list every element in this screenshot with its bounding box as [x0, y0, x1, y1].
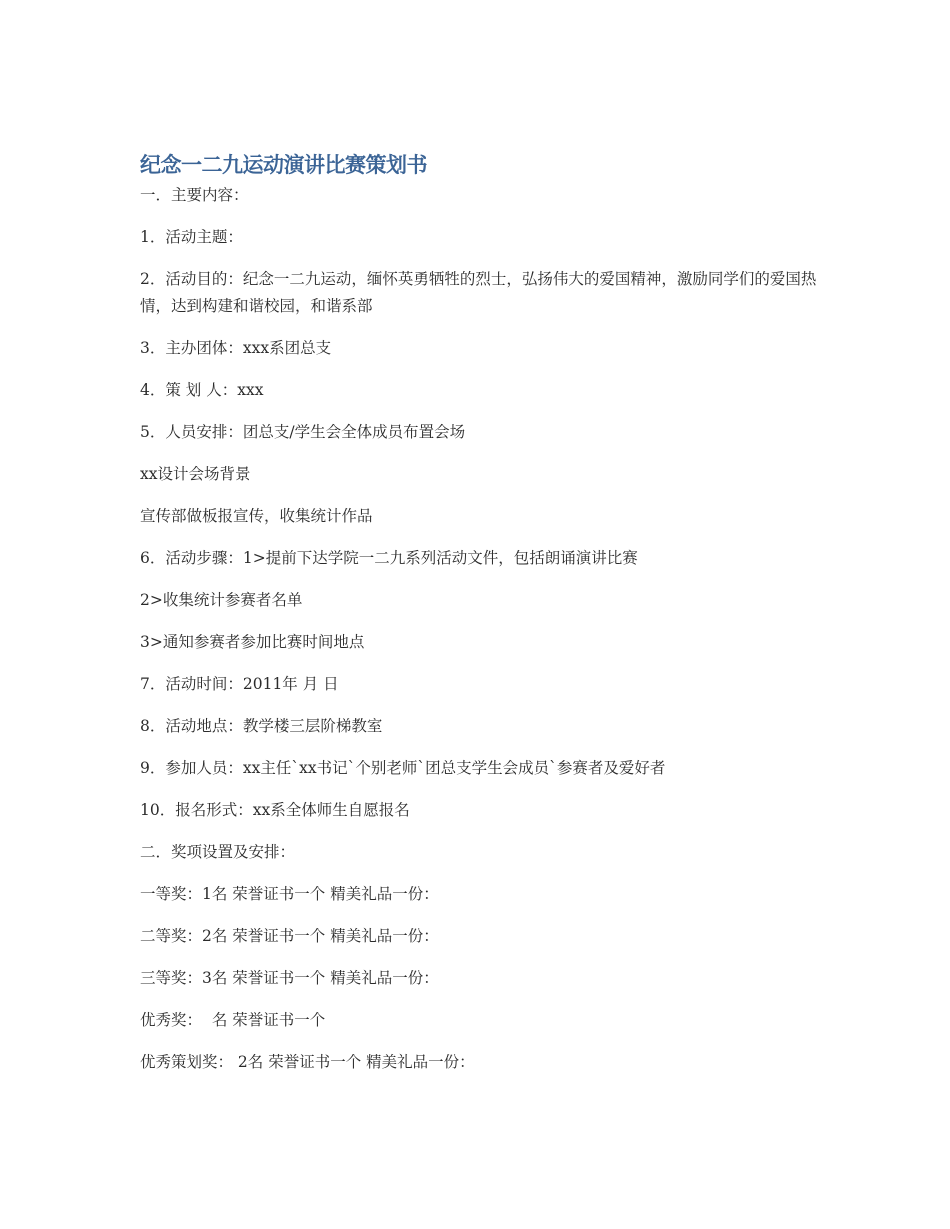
- paragraph-step-3: 3>通知参赛者参加比赛时间地点: [140, 633, 365, 651]
- paragraph-third-prize: 三等奖：3名 荣誉证书一个 精美礼品一份：: [140, 969, 439, 987]
- paragraph-planner: 4．策 划 人：xxx: [140, 381, 264, 399]
- document-page: [140, 148, 820, 1091]
- paragraph-staffing: 5．人员安排：团总支/学生会全体成员布置会场: [140, 423, 466, 441]
- paragraph-excellence-prize: 优秀奖： 名 荣誉证书一个: [140, 1011, 326, 1029]
- paragraph-activity-purpose: 2．活动目的：纪念一二九运动，缅怀英勇牺牲的烈士，弘扬伟大的爱国精神，激励同学们的爱国热情，达到构建和谐校园，和谐系部: [140, 270, 817, 315]
- paragraph-activity-location: 8．活动地点：教学楼三层阶梯教室: [140, 717, 383, 735]
- paragraph-participants: 9．参加人员：xx主任`xx书记`个别老师`团总支学生会成员`参赛者及爱好者: [140, 759, 666, 777]
- section-heading-awards: 二．奖项设置及安排：: [140, 843, 296, 861]
- section-heading-main-content: 一．主要内容：: [140, 186, 249, 204]
- paragraph-activity-time: 7．活动时间：2011年 月 日: [140, 675, 339, 693]
- document-title: 纪念一二九运动演讲比赛策划书: [140, 153, 427, 177]
- paragraph-best-planning-prize: 优秀策划奖： 2名 荣誉证书一个 精美礼品一份：: [140, 1053, 475, 1071]
- paragraph-first-prize: 一等奖：1名 荣誉证书一个 精美礼品一份：: [140, 885, 439, 903]
- paragraph-activity-theme: 1．活动主题：: [140, 228, 243, 246]
- paragraph-organizer: 3．主办团体：xxx系团总支: [140, 339, 332, 357]
- paragraph-publicity: 宣传部做板报宣传，收集统计作品: [140, 507, 373, 525]
- paragraph-step-2: 2>收集统计参赛者名单: [140, 591, 303, 609]
- paragraph-second-prize: 二等奖：2名 荣誉证书一个 精美礼品一份：: [140, 927, 439, 945]
- paragraph-activity-steps: 6．活动步骤：1>提前下达学院一二九系列活动文件，包括朗诵演讲比赛: [140, 549, 638, 567]
- paragraph-venue-design: xx设计会场背景: [140, 465, 251, 483]
- paragraph-registration: 10．报名形式：xx系全体师生自愿报名: [140, 801, 410, 819]
